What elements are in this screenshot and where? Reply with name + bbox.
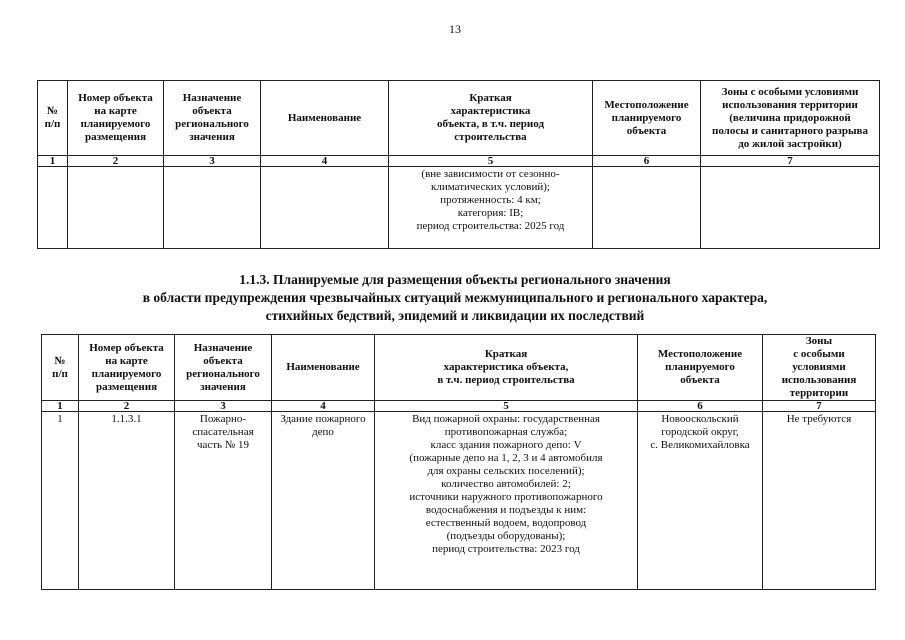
- row-number-cell: [38, 167, 68, 249]
- header-cell: [79, 335, 175, 401]
- column-number: 6: [593, 156, 701, 167]
- cell-line: категория: IВ;: [457, 207, 524, 219]
- cell-line: противопожарная служба;: [444, 426, 568, 438]
- header-line: характеристика: [450, 105, 531, 117]
- header-line: условиями: [792, 361, 846, 373]
- header-cell: [375, 335, 638, 401]
- column-number: 7: [701, 156, 880, 167]
- column-number: 7: [763, 401, 876, 412]
- header-line: Назначение: [193, 341, 253, 354]
- header-line: территории: [789, 387, 849, 399]
- header-line: объекта: [203, 354, 243, 367]
- header-cell: [272, 335, 375, 401]
- header-cell: [38, 81, 68, 156]
- header-cell: [68, 81, 164, 156]
- cell-line: (пожарные депо на 1, 2, 3 и 4 автомобиля: [409, 452, 603, 464]
- header-line: характеристика объекта,: [443, 361, 569, 373]
- cell-line: класс здания пожарного депо: V: [430, 439, 582, 451]
- zones-cell: Не требуются: [763, 412, 876, 590]
- header-line: объекта: [192, 105, 232, 117]
- header-line: в т.ч. период строительства: [437, 374, 575, 386]
- header-line: размещения: [84, 131, 147, 143]
- cell-line: для охраны сельских поселений);: [427, 465, 585, 477]
- header-line: планируемого: [611, 111, 682, 124]
- header-line: Наименование: [286, 361, 360, 373]
- map-number-cell: 1.1.3.1: [79, 412, 175, 590]
- cell-line: спасательная: [192, 426, 254, 438]
- column-number: 5: [389, 156, 593, 167]
- header-line: №: [46, 105, 59, 117]
- column-number: 3: [175, 401, 272, 412]
- emergency-objects-table: [41, 334, 876, 590]
- cell-line: депо: [312, 426, 334, 438]
- table-row: [42, 412, 876, 590]
- header-line: Местоположение: [604, 98, 689, 111]
- header-line: регионального: [175, 118, 249, 130]
- column-number: 5: [375, 401, 638, 412]
- header-line: Зоны: [805, 335, 833, 347]
- column-number: 3: [164, 156, 261, 167]
- column-number: 4: [261, 156, 389, 167]
- header-line: до жилой застройки): [738, 137, 842, 150]
- cell-line: часть № 19: [196, 439, 250, 451]
- header-line: объекта: [680, 374, 720, 386]
- header-line: Краткая: [484, 348, 528, 360]
- column-number: 2: [68, 156, 164, 167]
- header-line: строительства: [454, 131, 527, 143]
- column-number-row: [42, 401, 876, 412]
- cell-line: количество автомобилей: 2;: [441, 478, 571, 490]
- column-number: 2: [79, 401, 175, 412]
- cell-line: (подъезды оборудованы);: [446, 530, 566, 542]
- cell-line: период строительства: 2025 год: [416, 220, 565, 232]
- header-line: с особыми: [793, 348, 845, 360]
- header-line: Местоположение: [657, 348, 743, 360]
- section-title: [0, 271, 905, 325]
- header-line: полосы и санитарного разрыва: [711, 124, 868, 137]
- header-line: объекта: [626, 124, 667, 137]
- table-header-row: [38, 81, 880, 156]
- header-cell: [261, 81, 389, 156]
- table-header-row: [42, 335, 876, 401]
- location-cell: [638, 412, 763, 590]
- header-line: Номер объекта: [89, 341, 164, 354]
- purpose-cell: [175, 412, 272, 590]
- cell-line: Пожарно-: [199, 413, 247, 425]
- map-number-cell: [68, 167, 164, 249]
- header-line: значения: [189, 131, 235, 143]
- header-line: значения: [200, 380, 246, 393]
- row-number-cell: 1: [42, 412, 79, 590]
- column-number: 1: [42, 401, 79, 412]
- cell-line: с. Великомихайловка: [650, 439, 750, 451]
- header-cell: [389, 81, 593, 156]
- header-line: размещения: [95, 380, 158, 393]
- header-line: регионального: [186, 367, 260, 380]
- cell-line: городской округ,: [661, 426, 739, 438]
- header-cell: [593, 81, 701, 156]
- cell-line: источники наружного противопожарного: [409, 491, 603, 503]
- header-cell: [638, 335, 763, 401]
- header-cell: [42, 335, 79, 401]
- location-cell: [593, 167, 701, 249]
- column-number: 6: [638, 401, 763, 412]
- cell-line: естественный водоем, водопровод: [425, 517, 587, 529]
- header-line: на карте: [105, 354, 148, 367]
- name-cell: [272, 412, 375, 590]
- page-number: 13: [449, 22, 461, 36]
- header-line: п/п: [52, 367, 68, 380]
- continued-objects-table: [37, 80, 880, 249]
- header-line: планируемого: [665, 361, 735, 373]
- cell-line: водоснабжения и подъезды к ним:: [425, 504, 587, 516]
- column-number: 1: [38, 156, 68, 167]
- cell-line: климатических условий);: [430, 181, 550, 193]
- section-title-line: 1.1.3. Планируемые для размещения объекты регионального значения: [239, 272, 671, 287]
- header-line: Номер объекта: [78, 92, 153, 104]
- table-row: [38, 167, 880, 249]
- zones-cell: [701, 167, 880, 249]
- header-line: Назначение: [182, 92, 242, 104]
- header-cell: [164, 81, 261, 156]
- section-title-line: стихийных бедствий, эпидемий и ликвидации их последствий: [265, 308, 645, 323]
- section-title-line: в области предупреждения чрезвычайных ситуаций межмуниципального и регионального характера,: [142, 290, 768, 305]
- header-cell: [175, 335, 272, 401]
- cell-line: период строительства: 2023 год: [432, 543, 580, 555]
- cell-line: Вид пожарной охраны: государственная: [412, 413, 600, 425]
- header-line: использования территории: [722, 98, 858, 111]
- column-number-row: [38, 156, 880, 167]
- header-line: Краткая: [469, 92, 512, 104]
- column-number: 4: [272, 401, 375, 412]
- header-line: объекта, в т.ч. период: [436, 118, 545, 130]
- purpose-cell: [164, 167, 261, 249]
- cell-line: протяженность: 4 км;: [440, 194, 541, 206]
- cell-line: (вне зависимости от сезонно-: [421, 168, 560, 180]
- header-line: на карте: [94, 105, 137, 117]
- header-line: использования: [781, 374, 857, 386]
- characteristic-cell: [375, 412, 638, 590]
- header-line: п/п: [44, 118, 61, 130]
- header-cell: [701, 81, 880, 156]
- header-line: (величина придорожной: [729, 111, 851, 124]
- cell-line: Новооскольский: [661, 413, 739, 425]
- characteristic-cell: [389, 167, 593, 249]
- header-line: Наименование: [287, 111, 362, 124]
- header-line: планируемого: [91, 367, 162, 380]
- header-line: планируемого: [80, 118, 151, 130]
- header-line: Зоны с особыми условиями: [721, 85, 859, 98]
- header-cell: [763, 335, 876, 401]
- header-line: №: [54, 354, 66, 367]
- cell-line: Здание пожарного: [280, 413, 366, 425]
- name-cell: [261, 167, 389, 249]
